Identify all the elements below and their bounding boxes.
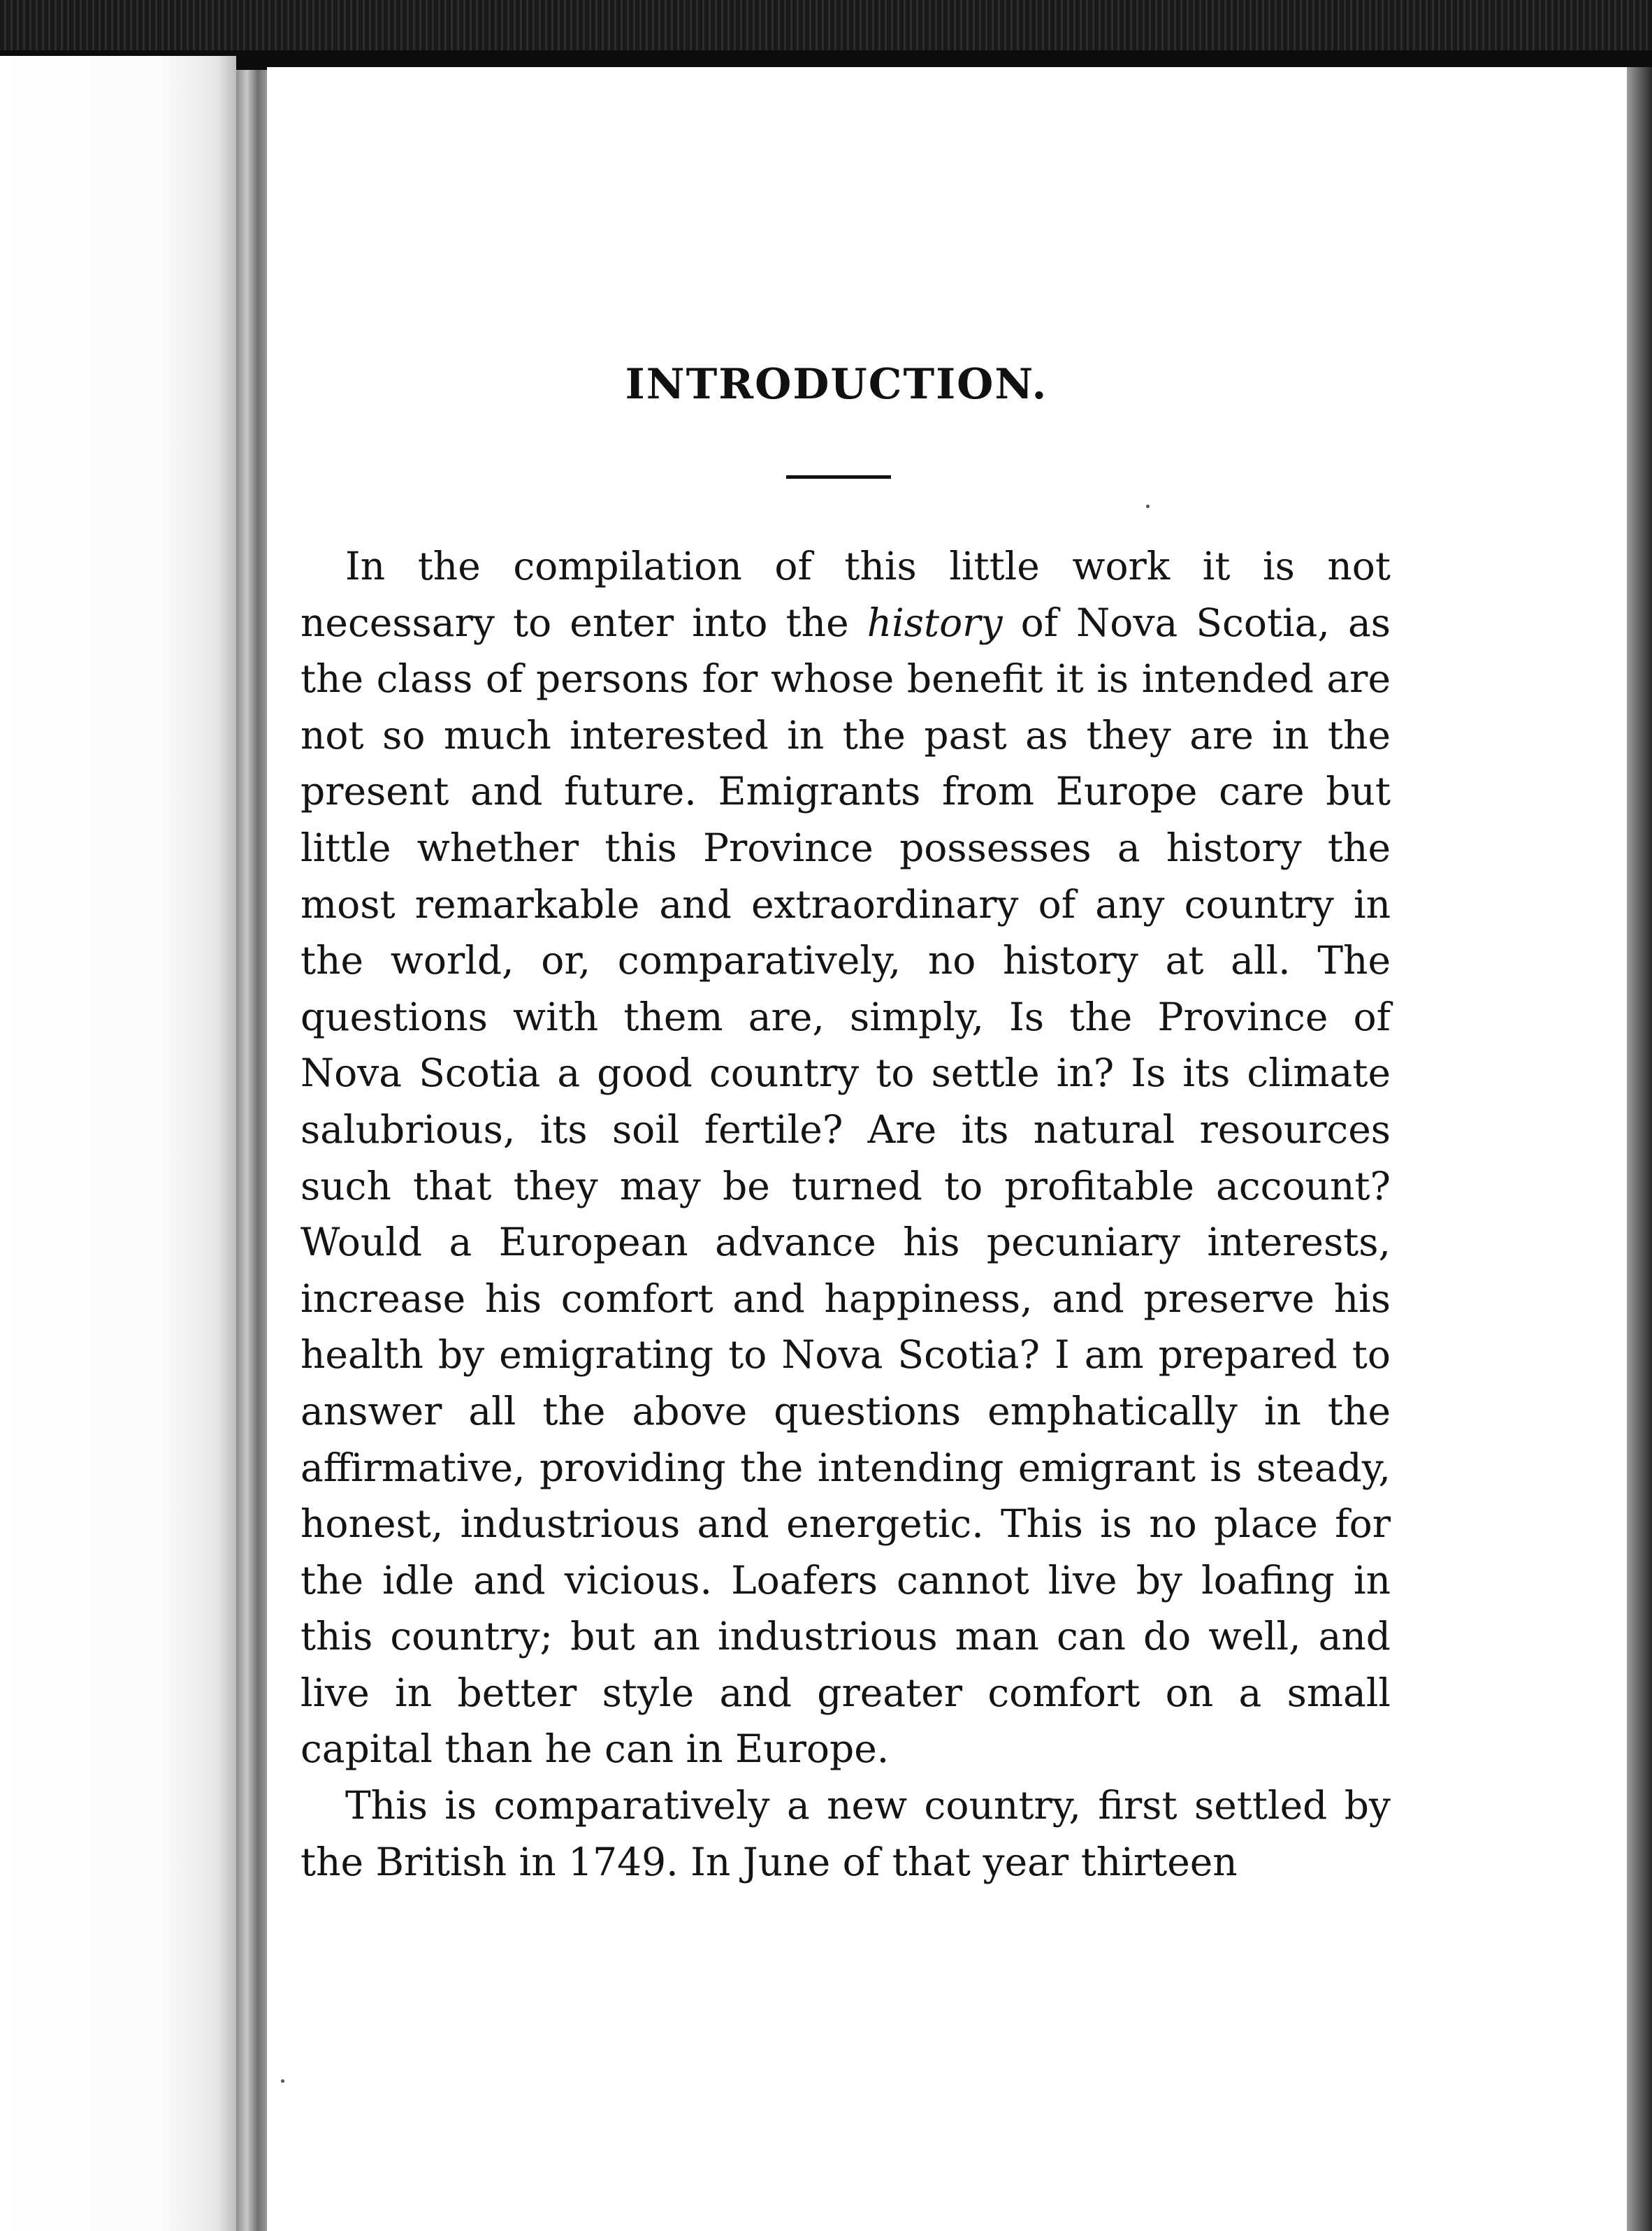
paragraph-2: This is comparatively a new country, first settled by the British in 1749. In June of that year thirteen (300, 1783, 1391, 1884)
paragraph-1-text-a: In the compilation of this little work it is not necessary to enter into the (300, 544, 1391, 645)
facing-page-edge (0, 56, 236, 2231)
paragraph-1 (300, 538, 1391, 1777)
heading-rule (786, 475, 891, 479)
page-edge-shadow (1627, 67, 1652, 2231)
body-text (300, 538, 1391, 1890)
chapter-heading: INTRODUCTION. (625, 360, 1048, 409)
scan-top-strip (0, 0, 1652, 50)
scan-speck (1146, 505, 1150, 508)
book-gutter (236, 70, 267, 2231)
paragraph-1-text-b: of Nova Scotia, as the class of persons for whose benefit it is intended are not so much interested in the past as they are in the present and future. Emigrants from Europe care but little whether this Province possesses a history the most remarkable and extraordinary of any country in the world, or, comparatively, no history at all. The questions with them are, simply, Is the Province of Nova Scotia a good country to settle in? Is its climate salubrious, its soil fertile? Are its natural resources such that they may be turned to profitable account? Would a European advance his pecuniary interests, increase his comfort and happiness, and preserve his health by emigrating to Nova Scotia? I am prepared to answer all the above questions emphatically in the affirmative, providing the intending emigrant is steady, honest, industrious and energetic. This is no place for the idle and vicious. Loafers cannot live by loafing in this country; but an industrious man can do well, and live in better style and greater comfort on a small capital than he can in Europe. (300, 600, 1391, 1772)
scan-speck (281, 2079, 284, 2083)
emphasis-history: history (867, 600, 1003, 645)
